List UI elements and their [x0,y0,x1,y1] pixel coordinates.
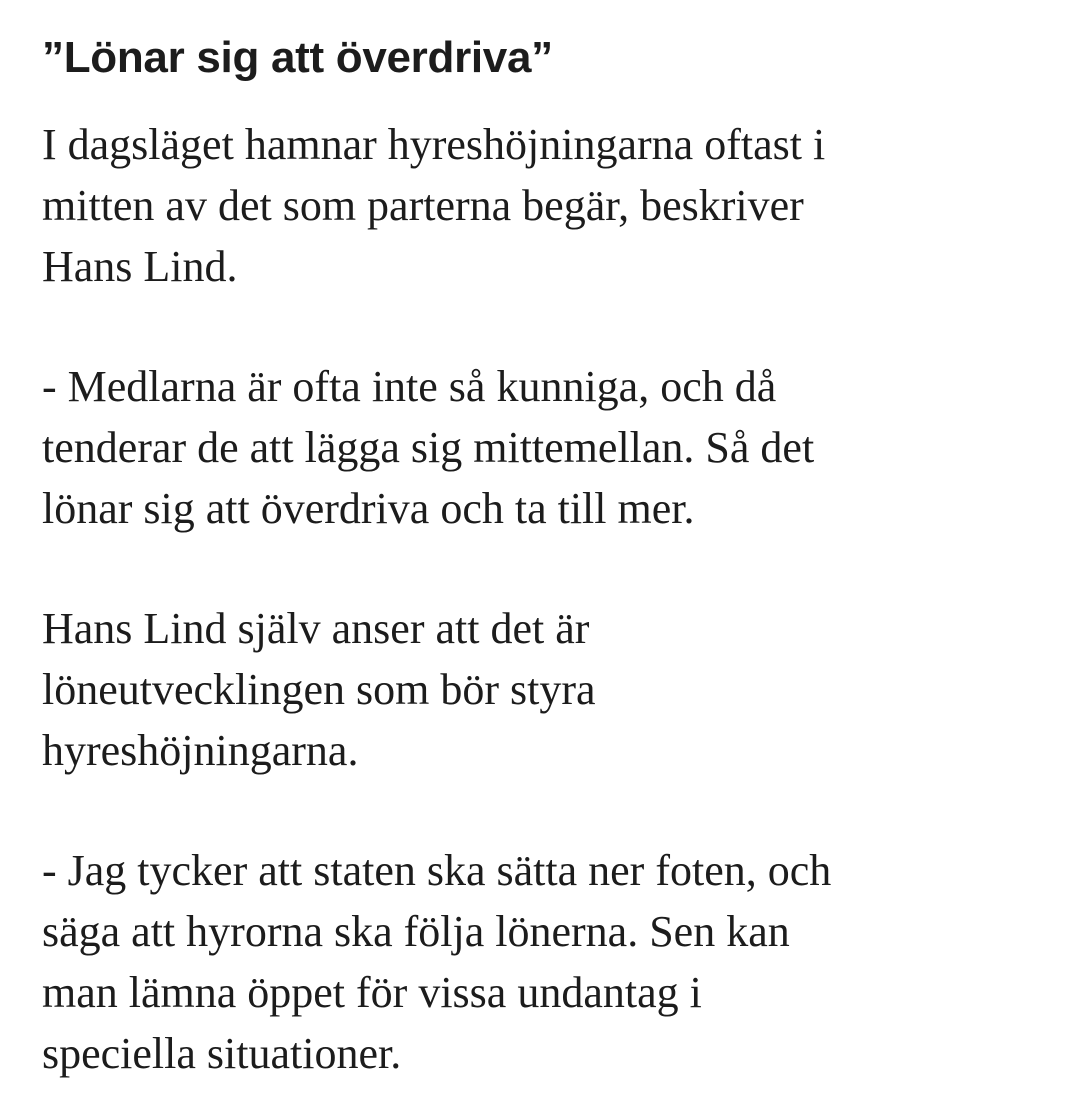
section-heading: ”Lönar sig att överdriva” [42,33,553,82]
paragraph-line: mitten av det som parterna begär, beskriver [42,181,804,230]
paragraph-1 [42,114,1042,297]
paragraph-line: hyreshöjningarna. [42,726,359,775]
paragraph-line: - Medlarna är ofta inte så kunniga, och då [42,362,777,411]
paragraph-4 [42,840,1042,1084]
paragraph-line: - Jag tycker att staten ska sätta ner foten, och [42,846,832,895]
paragraph-3 [42,598,1042,781]
article-body [42,26,1042,1084]
paragraph-line: I dagsläget hamnar hyreshöjningarna oftast i [42,120,826,169]
paragraph-line: löneutvecklingen som bör styra [42,665,596,714]
paragraph-line: speciella situationer. [42,1029,402,1078]
paragraph-line: lönar sig att överdriva och ta till mer. [42,484,695,533]
paragraph-line: Hans Lind. [42,242,238,291]
paragraph-line: tenderar de att lägga sig mittemellan. Så det [42,423,815,472]
paragraph-line: man lämna öppet för vissa undantag i [42,968,702,1017]
paragraph-line: säga att hyrorna ska följa lönerna. Sen kan [42,907,790,956]
paragraph-2 [42,356,1042,539]
paragraph-line: Hans Lind själv anser att det är [42,604,590,653]
